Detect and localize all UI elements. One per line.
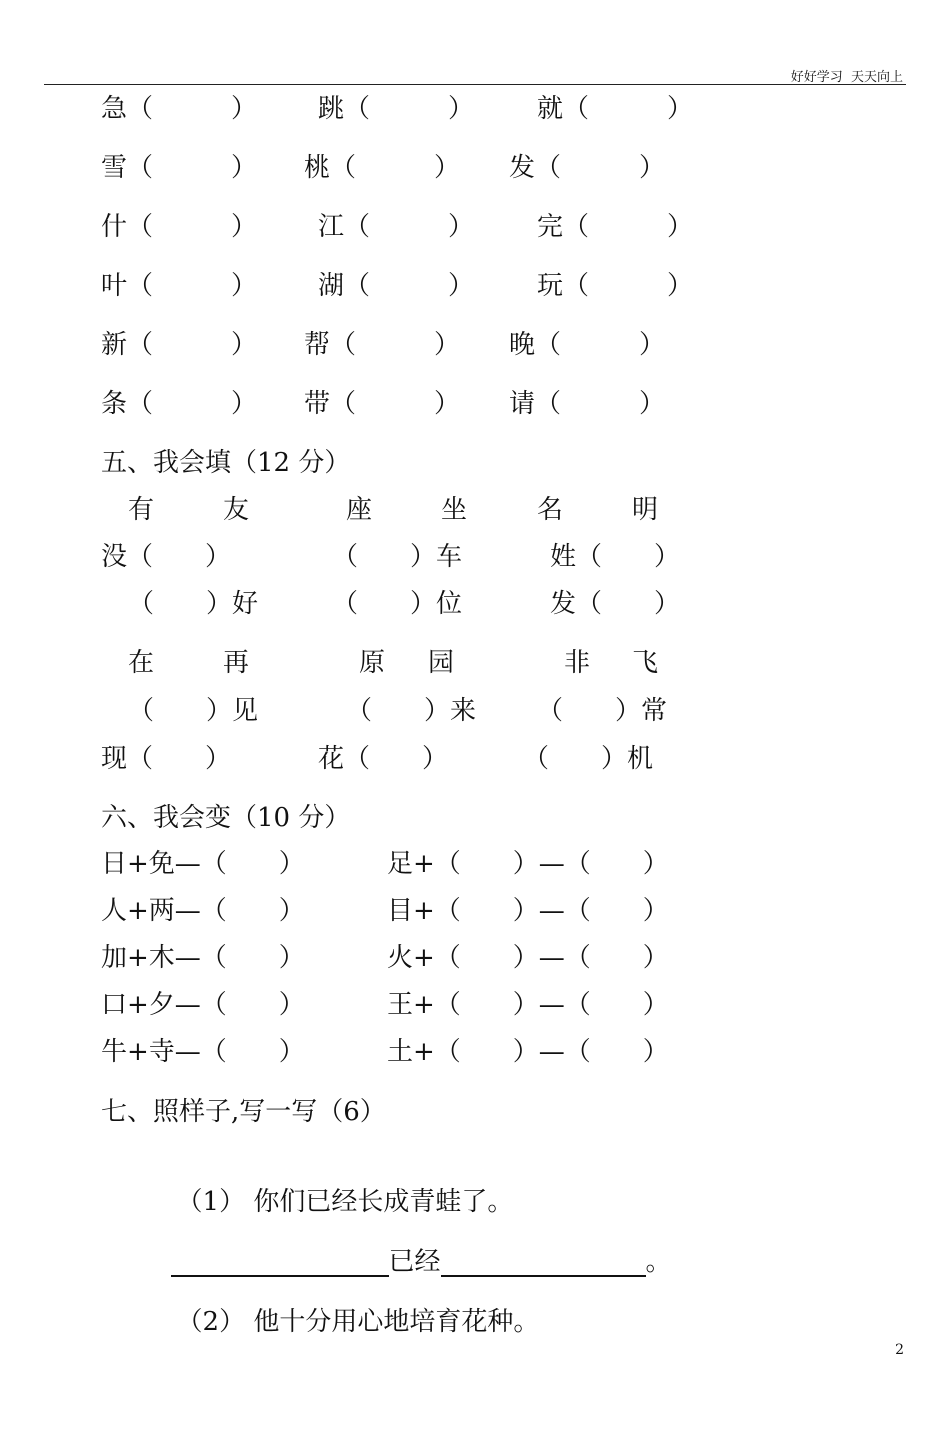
page-number: 2 [895, 1342, 904, 1358]
example-1-number: （1） [176, 1187, 246, 1217]
word-item: 就（ ） [537, 94, 694, 124]
word-item: 什（ ） [101, 212, 258, 242]
compose-item: 日+免—（ ） [101, 849, 305, 879]
word-item: 条（ ） [101, 389, 258, 419]
compose-item: 足+（ ）—（ ） [387, 849, 669, 879]
fill-item: （ ）车 [332, 542, 463, 572]
fill-item: （ ）常 [537, 696, 668, 726]
compose-item: 加+木—（ ） [101, 943, 305, 973]
fill-item: 姓（ ） [550, 542, 681, 572]
fill-item: 花（ ） [318, 744, 449, 774]
compose-item: 火+（ ）—（ ） [387, 943, 669, 973]
example-2-sentence: 他十分用心地培育花种。 [253, 1307, 540, 1337]
fill-item: （ ）来 [346, 696, 477, 726]
word-item: 晚（ ） [509, 330, 666, 360]
compose-item: 王+（ ）—（ ） [387, 990, 669, 1020]
example-1 [160, 1157, 513, 1217]
fill-item: 没（ ） [101, 542, 232, 572]
word-item: 发（ ） [509, 153, 666, 183]
word-item: 湖（ ） [318, 271, 475, 301]
compose-item: 目+（ ）—（ ） [387, 896, 669, 926]
header-motto: 好好学习 天天向上 [790, 70, 903, 85]
example-2-number: （2） [176, 1307, 246, 1337]
fill-item: （ ）位 [332, 589, 463, 619]
compose-item: 口+夕—（ ） [101, 990, 305, 1020]
answer-blank[interactable] [171, 1251, 389, 1277]
compose-item: 牛+寺—（ ） [101, 1037, 305, 1067]
fill-sentence-1 [154, 1217, 672, 1277]
word-item: 完（ ） [537, 212, 694, 242]
fill-sentence-end: 。 [645, 1247, 672, 1277]
choice-char: 明 [632, 495, 659, 525]
word-item: 雪（ ） [101, 153, 258, 183]
word-item: 玩（ ） [537, 271, 694, 301]
choice-char: 名 [537, 495, 564, 525]
choice-char: 原 [359, 648, 386, 678]
choice-char: 飞 [632, 648, 659, 678]
choice-char: 园 [428, 648, 455, 678]
choice-char: 再 [223, 648, 250, 678]
header-divider [44, 84, 906, 85]
choice-char: 座 [346, 495, 373, 525]
fill-item: （ ）好 [128, 589, 259, 619]
word-item: 新（ ） [101, 330, 258, 360]
word-item: 江（ ） [318, 212, 475, 242]
choice-char: 友 [223, 495, 250, 525]
choice-char: 坐 [441, 495, 468, 525]
compose-item: 人+两—（ ） [101, 896, 305, 926]
choice-char: 非 [564, 648, 591, 678]
fill-sentence-middle: 已经 [388, 1247, 441, 1277]
word-item: 带（ ） [304, 389, 461, 419]
fill-item: 现（ ） [101, 744, 232, 774]
word-item: 帮（ ） [304, 330, 461, 360]
word-item: 叶（ ） [101, 271, 258, 301]
section-5-title: 五、我会填（12 分） [101, 448, 351, 478]
fill-item: （ ）见 [128, 696, 259, 726]
word-item: 桃（ ） [304, 153, 461, 183]
section-6-title: 六、我会变（10 分） [101, 803, 351, 833]
word-item: 跳（ ） [318, 94, 475, 124]
choice-char: 有 [128, 495, 155, 525]
fill-item: 发（ ） [550, 589, 681, 619]
compose-item: 土+（ ）—（ ） [387, 1037, 669, 1067]
fill-item: （ ）机 [523, 744, 654, 774]
word-item: 急（ ） [101, 94, 258, 124]
example-1-sentence: 你们已经长成青蛙了。 [253, 1187, 514, 1217]
example-2 [160, 1277, 539, 1337]
section-7-title: 七、照样子,写一写（6） [101, 1097, 386, 1127]
answer-blank[interactable] [441, 1251, 646, 1277]
word-item: 请（ ） [509, 389, 666, 419]
choice-char: 在 [128, 648, 155, 678]
